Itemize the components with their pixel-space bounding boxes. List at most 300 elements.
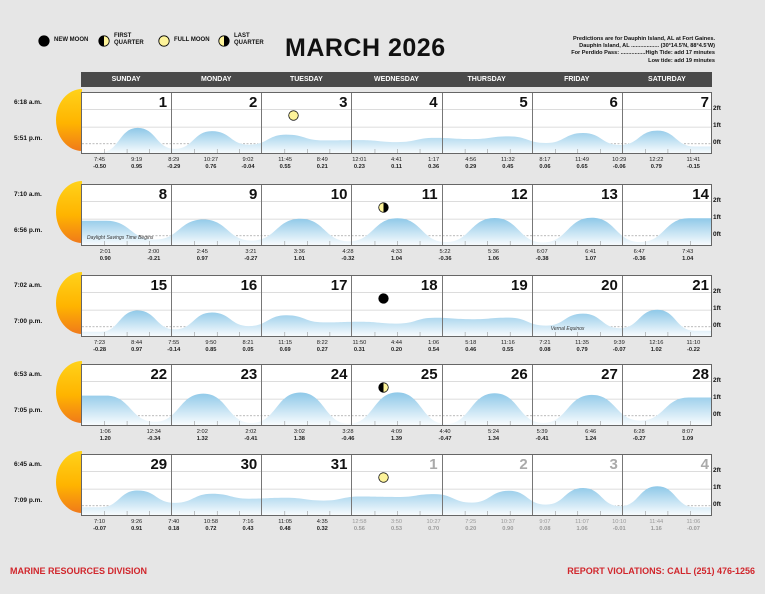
day-of-week-label: TUESDAY bbox=[289, 76, 323, 83]
tide-reading bbox=[190, 249, 214, 262]
tide-reading bbox=[385, 340, 409, 353]
tide-reading bbox=[142, 249, 166, 262]
y-axis-label: 1ft bbox=[713, 305, 721, 312]
tide-time: 7:16 bbox=[242, 519, 254, 525]
tide-time: 4:33 bbox=[390, 249, 403, 255]
tide-time: 11:45 bbox=[278, 157, 293, 163]
day-cell[interactable] bbox=[82, 455, 172, 516]
tide-time: 8:07 bbox=[682, 429, 694, 435]
day-number: 4 bbox=[700, 456, 709, 473]
tide-height: 0.97 bbox=[196, 255, 208, 262]
sunset-time: 6:56 p.m. bbox=[14, 227, 43, 234]
day-of-week-label: SATURDAY bbox=[648, 76, 686, 83]
tide-height: 0.06 bbox=[539, 163, 551, 170]
tide-reading bbox=[199, 519, 223, 532]
last-moon-icon bbox=[378, 202, 389, 213]
tide-readings bbox=[81, 247, 712, 269]
day-number: 29 bbox=[150, 456, 168, 473]
day-number: 28 bbox=[692, 366, 709, 383]
tide-height: 1.32 bbox=[196, 435, 208, 442]
notes-line-3: For Perdido Pass: ................High Tide: add 17 minutes bbox=[571, 50, 715, 57]
day-number: 18 bbox=[420, 277, 438, 294]
tide-reading bbox=[236, 157, 260, 170]
tide-height: -0.29 bbox=[167, 163, 181, 170]
day-cell[interactable] bbox=[623, 455, 712, 516]
tide-time: 9:50 bbox=[205, 340, 217, 346]
day-number: 9 bbox=[248, 186, 258, 203]
tide-time: 5:39 bbox=[536, 429, 548, 435]
tide-time: 5:36 bbox=[488, 249, 500, 255]
first-quarter-icon bbox=[98, 34, 110, 46]
day-of-week-label: FRIDAY bbox=[564, 76, 590, 83]
notes-line-4: Low tide: add 19 minutes bbox=[648, 57, 715, 64]
tide-time: 8:21 bbox=[242, 340, 254, 346]
tide-height: -0.06 bbox=[612, 163, 626, 170]
day-cell[interactable] bbox=[533, 455, 623, 516]
day-number: 27 bbox=[601, 366, 618, 383]
tide-time: 7:45 bbox=[94, 157, 106, 163]
tide-height: 0.55 bbox=[279, 163, 291, 170]
tide-time: 6:47 bbox=[633, 249, 645, 255]
day-number: 19 bbox=[511, 277, 528, 294]
day-cell[interactable] bbox=[352, 93, 442, 154]
day-number: 17 bbox=[330, 277, 348, 294]
tide-height: -0.27 bbox=[632, 435, 646, 442]
tide-height: 0.90 bbox=[99, 255, 111, 262]
tide-height: 1.39 bbox=[390, 435, 403, 442]
tide-height: 0.76 bbox=[205, 163, 217, 170]
tide-height: -0.27 bbox=[244, 255, 258, 262]
tide-height: 1.07 bbox=[585, 255, 597, 262]
sunrise-time: 6:45 a.m. bbox=[14, 461, 42, 468]
first-moon-icon bbox=[378, 382, 389, 393]
tide-height: 0.79 bbox=[576, 346, 588, 353]
tide-height: 0.43 bbox=[242, 525, 254, 532]
day-number: 8 bbox=[158, 186, 168, 203]
sunset-time: 5:51 p.m. bbox=[14, 135, 43, 142]
day-number: 5 bbox=[519, 94, 528, 111]
tide-time: 11:50 bbox=[352, 340, 367, 346]
tide-reading bbox=[644, 157, 668, 170]
tide-reading bbox=[681, 519, 705, 532]
tide-height: 1.16 bbox=[650, 525, 662, 532]
tide-height: 1.06 bbox=[488, 255, 500, 262]
day-cell[interactable] bbox=[352, 276, 442, 337]
day-of-week-label: THURSDAY bbox=[467, 76, 506, 83]
tide-reading bbox=[273, 519, 297, 532]
y-axis-label: 2ft bbox=[713, 288, 721, 295]
tide-height: 0.11 bbox=[391, 163, 402, 170]
tide-reading bbox=[607, 157, 631, 170]
tide-reading bbox=[310, 340, 334, 353]
tide-height: -0.04 bbox=[241, 163, 255, 170]
tide-time: 11:32 bbox=[500, 157, 515, 163]
last-quarter-icon bbox=[218, 34, 230, 46]
tide-height: 1.09 bbox=[682, 435, 694, 442]
tide-height: 1.34 bbox=[488, 435, 500, 442]
tide-time: 6:28 bbox=[633, 429, 645, 435]
day-cell[interactable] bbox=[172, 185, 262, 246]
tide-height: 0.45 bbox=[502, 163, 514, 170]
tide-height: 0.90 bbox=[502, 525, 514, 532]
tide-reading bbox=[125, 157, 149, 170]
tide-reading bbox=[533, 340, 557, 353]
tide-time: 7:40 bbox=[168, 519, 180, 525]
tide-reading bbox=[385, 157, 409, 170]
tide-reading bbox=[459, 157, 483, 170]
tide-time: 5:22 bbox=[439, 249, 451, 255]
days-of-week-header bbox=[81, 72, 712, 87]
tide-height: -0.07 bbox=[686, 525, 700, 532]
day-cell[interactable] bbox=[352, 185, 442, 246]
tide-height: 0.29 bbox=[465, 163, 477, 170]
tide-reading bbox=[385, 519, 409, 532]
tide-reading bbox=[310, 157, 334, 170]
tide-time: 1:17 bbox=[428, 157, 440, 163]
tide-reading bbox=[433, 249, 457, 262]
calendar-week bbox=[0, 451, 765, 539]
tide-time: 8:44 bbox=[131, 340, 143, 346]
day-number: 26 bbox=[511, 366, 528, 383]
day-number: 24 bbox=[330, 366, 348, 383]
day-cell[interactable] bbox=[172, 365, 262, 426]
tide-height: -0.47 bbox=[438, 435, 452, 442]
tide-time: 9:02 bbox=[242, 157, 254, 163]
full-moon-icon bbox=[378, 472, 389, 483]
tide-height: -0.14 bbox=[167, 346, 181, 353]
day-cell[interactable] bbox=[623, 93, 712, 154]
day-cell[interactable] bbox=[172, 455, 262, 516]
tide-time: 2:00 bbox=[148, 249, 160, 255]
tide-readings bbox=[81, 155, 712, 177]
tide-time: 5:18 bbox=[465, 340, 477, 346]
tide-reading bbox=[310, 519, 334, 532]
tide-reading bbox=[239, 429, 263, 442]
day-cell[interactable] bbox=[82, 276, 172, 337]
tide-readings bbox=[81, 427, 712, 449]
sunrise-time: 6:18 a.m. bbox=[14, 99, 42, 106]
day-of-week-label: MONDAY bbox=[200, 76, 232, 83]
tide-height: 0.31 bbox=[353, 346, 365, 353]
tide-reading bbox=[570, 340, 594, 353]
tide-chart-panel bbox=[81, 275, 712, 337]
tide-reading bbox=[676, 249, 700, 262]
y-axis-label: 0ft bbox=[713, 501, 721, 508]
sunrise-time: 6:53 a.m. bbox=[14, 371, 42, 378]
tide-height: 0.56 bbox=[353, 525, 365, 532]
day-cell[interactable] bbox=[443, 276, 533, 337]
tide-reading bbox=[459, 519, 483, 532]
tide-height: -0.41 bbox=[244, 435, 258, 442]
tide-height: 0.23 bbox=[353, 163, 365, 170]
tide-height: -0.07 bbox=[612, 346, 626, 353]
tide-height: 0.70 bbox=[428, 525, 440, 532]
tide-time: 12:22 bbox=[649, 157, 664, 163]
day-number: 1 bbox=[429, 456, 438, 473]
calendar-note: Daylight Savings Time Begins bbox=[87, 235, 154, 241]
day-cell[interactable] bbox=[262, 455, 352, 516]
tide-reading bbox=[533, 519, 557, 532]
tide-reading bbox=[570, 519, 594, 532]
tide-chart-panel bbox=[81, 92, 712, 154]
tide-reading bbox=[93, 429, 117, 442]
tide-time: 9:19 bbox=[131, 157, 143, 163]
tide-time: 11:07 bbox=[575, 519, 589, 525]
tide-reading bbox=[607, 519, 631, 532]
tide-time: 6:07 bbox=[536, 249, 548, 255]
tide-height: 1.20 bbox=[99, 435, 111, 442]
tide-height: -0.46 bbox=[341, 435, 355, 442]
tide-chart-panel bbox=[81, 454, 712, 516]
tide-height: -0.01 bbox=[612, 525, 626, 532]
day-cell[interactable] bbox=[533, 93, 623, 154]
tide-reading bbox=[533, 157, 557, 170]
notes-line-1: Predictions are for Dauphin Island, AL at Fort Gaines. bbox=[572, 36, 715, 42]
day-cell[interactable] bbox=[172, 276, 262, 337]
page-title: MARCH 2026 bbox=[285, 34, 446, 62]
y-axis-label: 1ft bbox=[713, 214, 721, 221]
day-number: 20 bbox=[601, 277, 618, 294]
tide-height: 1.04 bbox=[682, 255, 694, 262]
legend-item bbox=[158, 33, 210, 47]
tide-height: 0.08 bbox=[539, 525, 551, 532]
tide-time: 3:36 bbox=[293, 249, 305, 255]
tide-reading bbox=[644, 340, 668, 353]
y-axis-label: 2ft bbox=[713, 197, 721, 204]
tide-time: 12:58 bbox=[352, 519, 367, 525]
day-cell[interactable] bbox=[352, 365, 442, 426]
tide-reading bbox=[627, 249, 651, 262]
y-axis-label: 2ft bbox=[713, 377, 721, 384]
tide-readings bbox=[81, 517, 712, 539]
day-cell[interactable] bbox=[262, 276, 352, 337]
tide-time: 4:44 bbox=[390, 340, 403, 346]
tide-height: -0.50 bbox=[93, 163, 107, 170]
day-cell[interactable] bbox=[533, 276, 623, 337]
calendar-week bbox=[0, 181, 765, 269]
tide-time: 10:27 bbox=[426, 519, 441, 525]
tide-time: 7:55 bbox=[168, 340, 180, 346]
y-axis-label: 2ft bbox=[713, 105, 721, 112]
calendar-note: Vernal Equinox bbox=[550, 326, 585, 332]
tide-height: 1.01 bbox=[293, 255, 305, 262]
day-number: 10 bbox=[330, 186, 348, 203]
day-cell[interactable] bbox=[623, 276, 712, 337]
tide-height: 0.65 bbox=[576, 163, 588, 170]
day-number: 31 bbox=[330, 456, 348, 473]
tide-height: -0.36 bbox=[632, 255, 646, 262]
tide-time: 12:01 bbox=[352, 157, 367, 163]
tide-time: 3:28 bbox=[342, 429, 354, 435]
tide-time: 7:25 bbox=[465, 519, 477, 525]
tide-time: 7:10 bbox=[94, 519, 106, 525]
tide-time: 9:26 bbox=[131, 519, 143, 525]
day-cell[interactable] bbox=[443, 185, 533, 246]
day-cell[interactable] bbox=[443, 93, 533, 154]
tide-reading bbox=[125, 519, 149, 532]
tide-height: 0.85 bbox=[205, 346, 217, 353]
day-number: 1 bbox=[158, 94, 168, 111]
tide-reading bbox=[336, 429, 360, 442]
day-cell[interactable] bbox=[533, 185, 623, 246]
tide-time: 4:40 bbox=[439, 429, 451, 435]
tide-height: -0.21 bbox=[147, 255, 161, 262]
tide-height: 0.08 bbox=[539, 346, 551, 353]
day-cell[interactable] bbox=[172, 93, 262, 154]
tide-time: 11:35 bbox=[575, 340, 589, 346]
sunrise-time: 7:02 a.m. bbox=[14, 282, 42, 289]
tide-chart-panel bbox=[81, 184, 712, 246]
tide-time: 3:02 bbox=[293, 429, 305, 435]
day-cell[interactable] bbox=[623, 365, 712, 426]
tide-time: 4:35 bbox=[316, 519, 328, 525]
tide-reading bbox=[236, 519, 260, 532]
tide-time: 9:07 bbox=[539, 519, 551, 525]
new-moon-icon bbox=[38, 34, 50, 46]
tide-time: 11:15 bbox=[278, 340, 293, 346]
tide-reading bbox=[347, 340, 371, 353]
day-cell[interactable] bbox=[82, 93, 172, 154]
tide-readings bbox=[81, 338, 712, 360]
tide-reading bbox=[88, 519, 112, 532]
tide-height: 1.38 bbox=[293, 435, 305, 442]
tide-reading bbox=[273, 340, 297, 353]
tide-height: -0.15 bbox=[686, 163, 700, 170]
tide-time: 11:10 bbox=[686, 340, 701, 346]
y-axis-label: 1ft bbox=[713, 122, 721, 129]
tide-time: 11:16 bbox=[500, 340, 515, 346]
notes-line-2: Dauphin Island, AL .................. (30°14.5'N, 88°4.5'W) bbox=[579, 43, 715, 50]
day-cell[interactable] bbox=[82, 365, 172, 426]
tide-reading bbox=[385, 249, 409, 262]
tide-height: 1.24 bbox=[585, 435, 597, 442]
day-cell[interactable] bbox=[262, 93, 352, 154]
tide-time: 11:05 bbox=[278, 519, 293, 525]
tide-reading bbox=[88, 340, 112, 353]
tide-reading bbox=[385, 429, 409, 442]
tide-height: 0.79 bbox=[650, 163, 662, 170]
tide-height: 0.27 bbox=[316, 346, 328, 353]
tide-reading bbox=[273, 157, 297, 170]
day-of-week-label: SUNDAY bbox=[111, 76, 141, 83]
tide-reading bbox=[236, 340, 260, 353]
tide-reading bbox=[579, 429, 603, 442]
day-number: 3 bbox=[609, 456, 618, 473]
tide-reading bbox=[433, 429, 457, 442]
tide-height: 0.20 bbox=[465, 525, 477, 532]
tide-reading bbox=[88, 157, 112, 170]
tide-height: -0.36 bbox=[438, 255, 452, 262]
full-moon-icon bbox=[288, 110, 299, 121]
tide-height: 0.20 bbox=[390, 346, 403, 353]
day-number: 21 bbox=[692, 277, 709, 294]
tide-height: 1.02 bbox=[650, 346, 662, 353]
tide-height: -0.34 bbox=[147, 435, 161, 442]
tide-reading bbox=[347, 519, 371, 532]
day-number: 14 bbox=[692, 186, 709, 203]
tide-time: 10:10 bbox=[612, 519, 627, 525]
tide-height: 0.48 bbox=[279, 525, 291, 532]
sunset-time: 7:00 p.m. bbox=[14, 318, 43, 325]
tide-time: 1:06 bbox=[428, 340, 440, 346]
tide-time: 2:01 bbox=[99, 249, 111, 255]
day-number: 25 bbox=[420, 366, 438, 383]
day-number: 13 bbox=[601, 186, 618, 203]
day-number: 22 bbox=[150, 366, 168, 383]
day-number: 16 bbox=[240, 277, 258, 294]
tide-reading bbox=[190, 429, 214, 442]
report-violations-phone[interactable]: REPORT VIOLATIONS: CALL (251) 476-1256 bbox=[567, 566, 755, 576]
day-number: 2 bbox=[519, 456, 528, 473]
tide-height: 0.46 bbox=[465, 346, 477, 353]
legend-item bbox=[98, 33, 150, 47]
tide-reading bbox=[579, 249, 603, 262]
tide-time: 5:24 bbox=[488, 429, 500, 435]
legend-label: LAST QUARTER bbox=[234, 33, 264, 46]
legend-label: NEW MOON bbox=[54, 36, 89, 43]
day-number: 12 bbox=[511, 186, 528, 203]
tide-time: 6:46 bbox=[585, 429, 597, 435]
tide-reading bbox=[199, 157, 223, 170]
tide-time: 7:23 bbox=[94, 340, 106, 346]
tide-time: 10:58 bbox=[203, 519, 219, 525]
day-number: 4 bbox=[429, 94, 438, 111]
day-cell[interactable] bbox=[262, 185, 352, 246]
legend-item bbox=[218, 33, 270, 47]
tide-reading bbox=[142, 429, 166, 442]
tide-reading bbox=[681, 157, 705, 170]
tide-height: -0.22 bbox=[686, 346, 700, 353]
day-cell[interactable] bbox=[443, 455, 533, 516]
day-cell[interactable] bbox=[623, 185, 712, 246]
tide-height: 0.95 bbox=[131, 163, 143, 170]
tide-height: 0.32 bbox=[316, 525, 328, 532]
full-moon-icon bbox=[158, 34, 170, 46]
day-number: 11 bbox=[421, 186, 438, 203]
tide-reading bbox=[496, 519, 520, 532]
prediction-notes bbox=[525, 36, 715, 65]
day-number: 3 bbox=[339, 94, 348, 111]
tide-height: -0.28 bbox=[93, 346, 107, 353]
tide-reading bbox=[530, 249, 554, 262]
y-axis-label: 2ft bbox=[713, 467, 721, 474]
day-cell[interactable] bbox=[533, 365, 623, 426]
tide-reading bbox=[676, 429, 700, 442]
tide-reading bbox=[570, 157, 594, 170]
tide-height: -0.38 bbox=[535, 255, 549, 262]
day-cell[interactable] bbox=[262, 365, 352, 426]
tide-time: 6:41 bbox=[585, 249, 597, 255]
tide-reading bbox=[162, 519, 186, 532]
tide-time: 11:49 bbox=[575, 157, 589, 163]
sunset-time: 7:05 p.m. bbox=[14, 407, 43, 414]
tide-time: 9:39 bbox=[613, 340, 625, 346]
tide-reading bbox=[336, 249, 360, 262]
tide-time: 10:37 bbox=[500, 519, 515, 525]
day-number: 6 bbox=[609, 94, 618, 111]
tide-reading bbox=[422, 157, 446, 170]
tide-reading bbox=[482, 429, 506, 442]
day-cell[interactable] bbox=[82, 185, 172, 246]
tide-time: 4:28 bbox=[342, 249, 354, 255]
tide-time: 8:29 bbox=[168, 157, 180, 163]
tide-time: 12:34 bbox=[146, 429, 161, 435]
tide-reading bbox=[287, 249, 311, 262]
new-moon-icon bbox=[378, 293, 389, 304]
day-cell[interactable] bbox=[443, 365, 533, 426]
day-cell[interactable] bbox=[352, 455, 442, 516]
moon-phase-legend bbox=[38, 33, 270, 47]
